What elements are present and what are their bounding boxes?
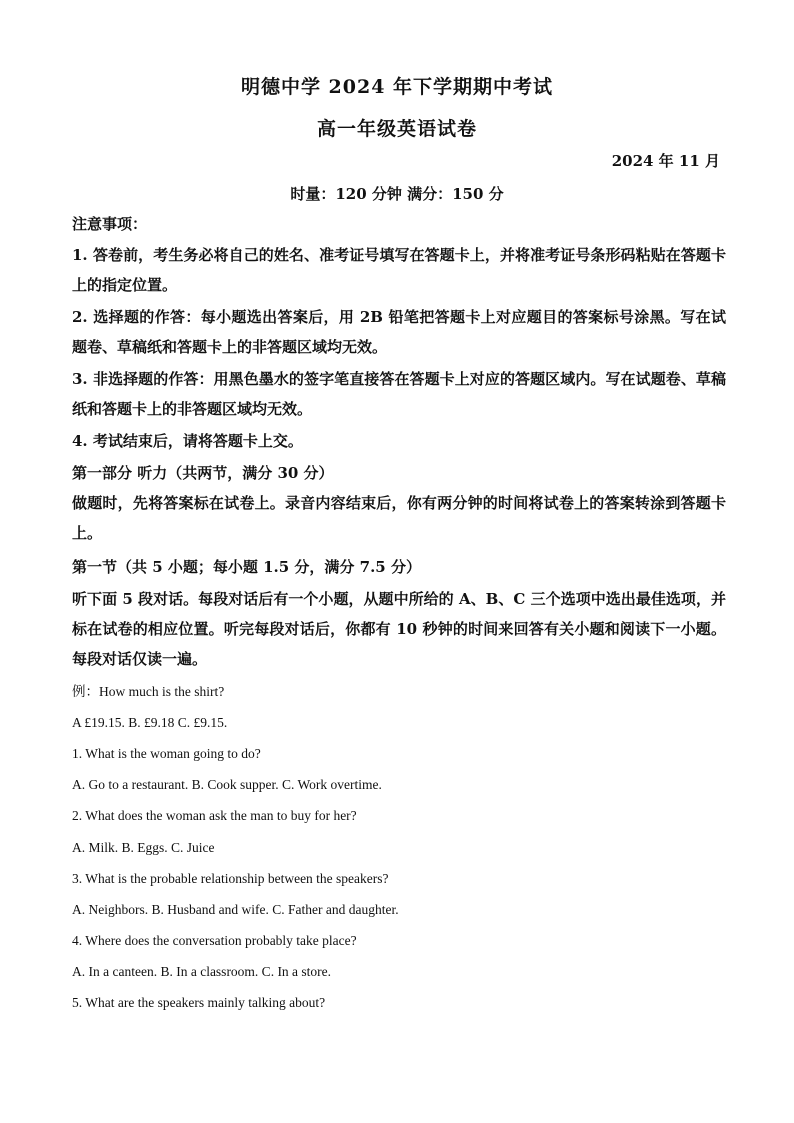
exam-title: 明德中学 2024 年下学期期中考试 [240,76,554,98]
question-1-options: A. Go to a restaurant. B. Cook supper. C. Work overtime. [72,777,382,792]
question-3-options: A. Neighbors. B. Husband and wife. C. Father and daughter. [72,902,399,917]
notice-heading: 注意事项： [72,215,148,233]
notice-item-1: 1. 答卷前，考生务必将自己的姓名、准考证号填写在答题卡上，并将准考证号条形码粘贴在答题卡上的指定位置。 [72,246,726,294]
section1-heading: 第一节（共 5 小题；每小题 1.5 分，满分 7.5 分） [72,558,421,576]
part1-intro: 做题时，先将答案标在试卷上。录音内容结束后，你有两分钟的时间将试卷上的答案转涂到答题卡上。 [72,494,726,542]
exam-subtitle: 高一年级英语试卷 [316,118,477,140]
notice-item-4: 4. 考试结束后，请将答题卡上交。 [72,432,303,450]
question-4-options: A. In a canteen. B. In a classroom. C. In a store. [72,964,332,979]
question-1: 1. What is the woman going to do? [72,746,261,761]
example-question: 例：How much is the shirt? [72,684,225,699]
notice-item-3: 3. 非选择题的作答：用黑色墨水的签字笔直接答在答题卡上对应的答题区域内。写在试题卷、草稿纸和答题卡上的非答题区域均无效。 [72,370,726,418]
section1-intro: 听下面 5 段对话。每段对话后有一个小题，从题中所给的 A、B、C 三个选项中选出最佳选项，并标在试卷的相应位置。听完每段对话后，你都有 10 秒钟的时间来回答有关小题和阅读下一小题。每段对话仅读一遍。 [72,590,726,668]
question-5: 5. What are the speakers mainly talking about? [72,995,326,1010]
part1-heading: 第一部分 听力（共两节，满分 30 分） [72,464,334,482]
question-2-options: A. Milk. B. Eggs. C. Juice [72,840,215,855]
example-options: A £19.15. B. £9.18 C. £9.15. [72,715,228,730]
notice-item-2: 2. 选择题的作答：每小题选出答案后，用 2B 铅笔把答题卡上对应题目的答案标号涂黑。写在试题卷、草稿纸和答题卡上的非答题区域均无效。 [72,308,726,356]
time-score-line: 时量：120 分钟 满分：150 分 [290,185,504,203]
question-4: 4. Where does the conversation probably take place? [72,933,357,948]
question-3: 3. What is the probable relationship between the speakers? [72,871,389,886]
question-2: 2. What does the woman ask the man to buy for her? [72,808,357,823]
exam-date: 2024 年 11 月 [611,152,720,170]
